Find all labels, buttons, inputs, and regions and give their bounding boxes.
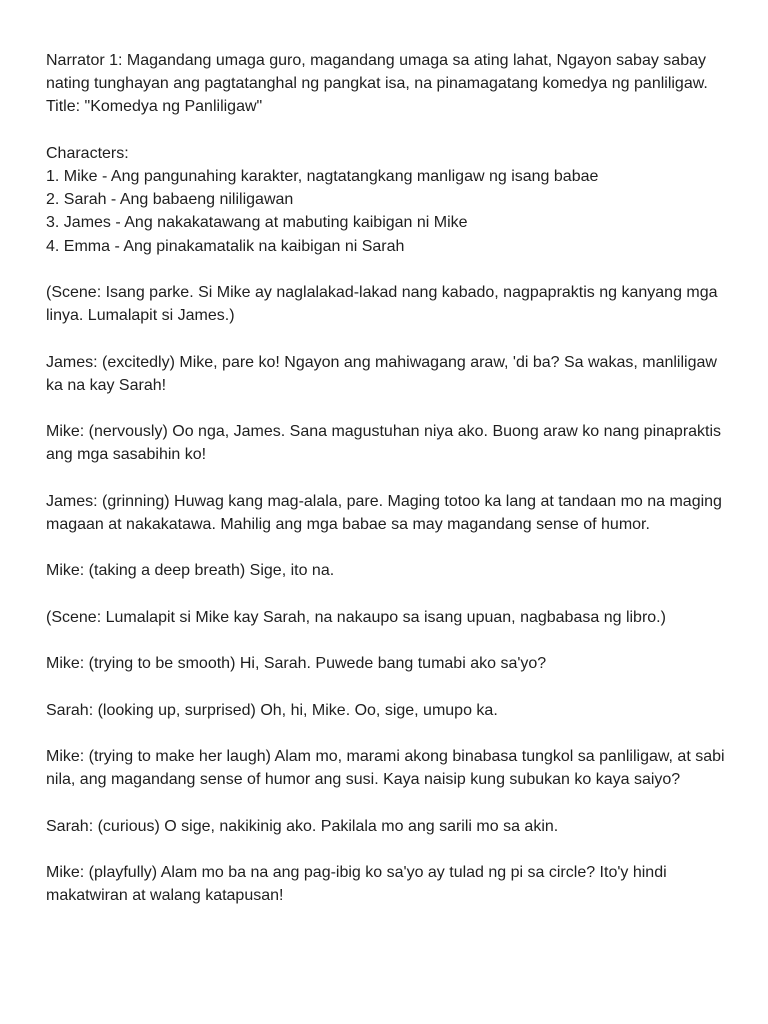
- character-item: 2. Sarah - Ang babaeng nililigawan: [46, 191, 294, 209]
- characters-heading: Characters:: [46, 144, 129, 162]
- stage-direction: (Scene: Isang parke. Si Mike ay naglalakad-lakad nang kabado, nagpapraktis ng kanyang mga linya. Lumalapit si James.): [46, 284, 718, 325]
- dialogue-line: Sarah: (curious) O sige, nakikinig ako. Pakilala mo ang sarili mo sa akin.: [46, 817, 559, 835]
- document-page: [46, 49, 736, 907]
- play-title: Title: "Komedya ng Panliligaw": [46, 98, 263, 116]
- dialogue-line: Mike: (playfully) Alam mo ba na ang pag-ibig ko sa'yo ay tulad ng pi sa circle? Ito'y hindi makatwiran at walang katapusan!: [46, 863, 667, 905]
- narrator-intro: Narrator 1: Magandang umaga guro, magandang umaga sa ating lahat, Ngayon sabay sabay nating tunghayan ang pagtatanghal ng pangkat isa, na pinamagatang komedya ng panliligaw.: [46, 52, 708, 93]
- stage-direction: (Scene: Lumalapit si Mike kay Sarah, na nakaupo sa isang upuan, nagbabasa ng libro.): [46, 608, 666, 626]
- dialogue-line: Mike: (trying to be smooth) Hi, Sarah. Puwede bang tumabi ako sa'yo?: [46, 655, 547, 673]
- character-item: 1. Mike - Ang pangunahing karakter, nagtatangkang manligaw ng isang babae: [46, 168, 599, 185]
- dialogue-line: James: (excitedly) Mike, pare ko! Ngayon ang mahiwagang araw, 'di ba? Sa wakas, manliligaw ka na kay Sarah!: [46, 353, 717, 394]
- character-item: 4. Emma - Ang pinakamatalik na kaibigan ni Sarah: [46, 237, 405, 255]
- character-item: 3. James - Ang nakakatawang at mabuting kaibigan ni Mike: [46, 214, 468, 232]
- dialogue-line: James: (grinning) Huwag kang mag-alala, pare. Maging totoo ka lang at tandaan mo na maging magaan at nakakatawa. Mahilig ang mga babae sa may magandang sense of humor.: [46, 492, 722, 533]
- dialogue-line: Sarah: (looking up, surprised) Oh, hi, Mike. Oo, sige, umupo ka.: [46, 701, 498, 719]
- dialogue-line: Mike: (nervously) Oo nga, James. Sana magustuhan niya ako. Buong araw ko nang pinapraktis ang mga sasabihin ko!: [46, 423, 722, 464]
- dialogue-line: Mike: (taking a deep breath) Sige, ito na.: [46, 562, 335, 580]
- dialogue-line: Mike: (trying to make her laugh) Alam mo, marami akong binabasa tungkol sa panliligaw, at sabi nila, ang magandang sense of humor ang susi. Kaya naisip kung subukan ko kaya saiyo?: [46, 747, 725, 789]
